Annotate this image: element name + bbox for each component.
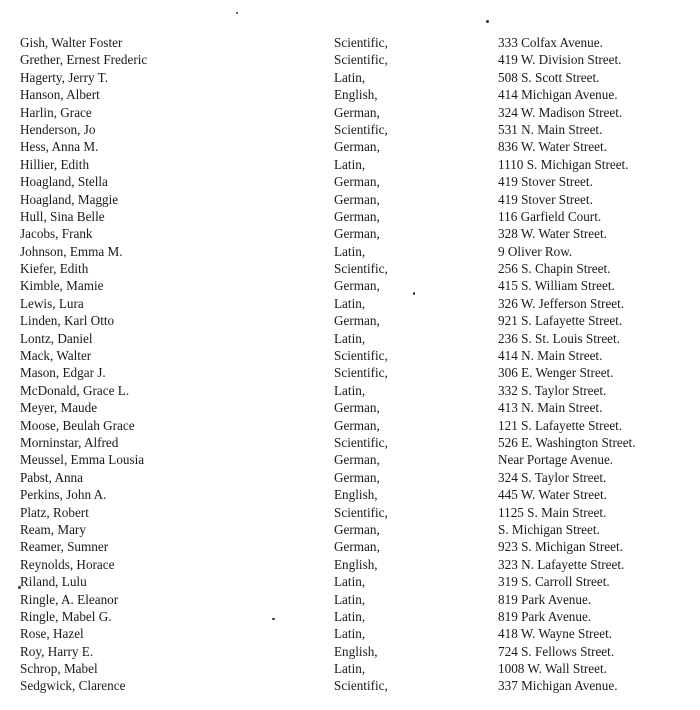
student-row [0, 504, 700, 521]
student-address: 419 W. Division Street. [498, 52, 622, 68]
student-row [0, 486, 700, 503]
student-address: 1110 S. Michigan Street. [498, 156, 629, 172]
student-address: 526 E. Washington Street. [498, 434, 636, 450]
student-course: English, [334, 487, 378, 503]
student-name: Hess, Anna M. [20, 139, 99, 155]
student-row [0, 521, 700, 538]
student-row [0, 469, 700, 486]
student-row [0, 312, 700, 329]
student-course: Scientific, [334, 348, 388, 364]
student-name: Gish, Walter Foster [20, 35, 123, 50]
student-address: 923 S. Michigan Street. [498, 539, 623, 555]
student-name: Ringle, A. Eleanor [20, 591, 119, 607]
student-course: English, [334, 87, 378, 103]
student-row [0, 573, 700, 590]
student-name: Sedgwick, Clarence [20, 678, 126, 694]
student-address: 9 Oliver Row. [498, 243, 573, 259]
student-address: 414 N. Main Street. [498, 348, 603, 364]
student-name: Mack, Walter [20, 348, 92, 364]
student-name: Ream, Mary [20, 521, 86, 537]
student-row [0, 451, 700, 468]
student-row [0, 69, 700, 86]
student-course: Latin, [334, 626, 366, 642]
student-name: Lontz, Daniel [20, 330, 93, 346]
student-course: German, [334, 313, 380, 329]
student-address: 116 Garfield Court. [498, 208, 602, 224]
student-address: 415 S. William Street. [498, 278, 615, 294]
student-name: Riland, Lulu [20, 574, 87, 590]
student-course: German, [334, 469, 380, 485]
student-address: 319 S. Carroll Street. [498, 574, 610, 590]
student-row [0, 121, 700, 138]
student-address: 445 W. Water Street. [498, 487, 607, 503]
student-course: Latin, [334, 574, 366, 590]
student-address: 413 N. Main Street. [498, 400, 603, 416]
student-address: Near Portage Avenue. [498, 452, 614, 468]
student-name: Jacobs, Frank [20, 226, 93, 242]
student-course: Scientific, [334, 52, 388, 68]
student-address: 724 S. Fellows Street. [498, 643, 615, 659]
student-course: Scientific, [334, 365, 388, 381]
student-address: 508 S. Scott Street. [498, 69, 600, 85]
student-row [0, 173, 700, 190]
student-address: 414 Michigan Avenue. [498, 87, 618, 103]
student-address: 333 Colfax Avenue. [498, 35, 603, 50]
student-row [0, 260, 700, 277]
student-name: Henderson, Jo [20, 121, 96, 137]
student-name: Reynolds, Horace [20, 556, 115, 572]
student-row [0, 625, 700, 642]
student-row [0, 225, 700, 242]
student-course: Scientific, [334, 261, 388, 277]
student-name: Hull, Sina Belle [20, 208, 105, 224]
student-name: Pabst, Anna [20, 469, 84, 485]
student-name: McDonald, Grace L. [20, 382, 130, 398]
student-address: 332 S. Taylor Street. [498, 382, 607, 398]
student-row [0, 277, 700, 294]
student-row [0, 643, 700, 660]
student-row [0, 86, 700, 103]
student-address: 819 Park Avenue. [498, 608, 592, 624]
student-address: 236 S. St. Louis Street. [498, 330, 620, 346]
student-row [0, 330, 700, 347]
student-name: Rose, Hazel [20, 626, 84, 642]
student-address: 306 E. Wenger Street. [498, 365, 614, 381]
student-name: Hillier, Edith [20, 156, 90, 172]
student-course: German, [334, 521, 380, 537]
student-course: Scientific, [334, 678, 388, 694]
student-address: 1008 W. Wall Street. [498, 661, 607, 677]
student-name: Linden, Karl Otto [20, 313, 115, 329]
student-name: Moose, Beulah Grace [20, 417, 135, 433]
student-course: German, [334, 417, 380, 433]
student-address: 419 Stover Street. [498, 191, 593, 207]
student-course: Latin, [334, 295, 366, 311]
student-course: Latin, [334, 382, 366, 398]
student-course: Scientific, [334, 121, 388, 137]
student-course: German, [334, 278, 380, 294]
student-course: English, [334, 556, 378, 572]
student-address: 836 W. Water Street. [498, 139, 607, 155]
student-course: Scientific, [334, 434, 388, 450]
student-row [0, 677, 700, 694]
student-address: 121 S. Lafayette Street. [498, 417, 623, 433]
student-roster [0, 34, 700, 695]
student-name: Grether, Ernest Frederic [20, 52, 148, 68]
student-course: Latin, [334, 661, 366, 677]
student-row [0, 364, 700, 381]
student-address: S. Michigan Street. [498, 521, 600, 537]
student-course: German, [334, 191, 380, 207]
student-row [0, 399, 700, 416]
student-row [0, 34, 700, 51]
student-name: Hagerty, Jerry T. [20, 69, 109, 85]
student-row [0, 556, 700, 573]
student-course: German, [334, 139, 380, 155]
student-course: Latin, [334, 156, 366, 172]
student-address: 323 N. Lafayette Street. [498, 556, 625, 572]
student-row [0, 138, 700, 155]
student-row [0, 208, 700, 225]
student-name: Platz, Robert [20, 504, 89, 520]
student-address: 418 W. Wayne Street. [498, 626, 613, 642]
student-row [0, 434, 700, 451]
student-name: Kimble, Mamie [20, 278, 104, 294]
student-row [0, 608, 700, 625]
student-address: 419 Stover Street. [498, 174, 593, 190]
student-name: Kiefer, Edith [20, 261, 89, 277]
student-name: Hoagland, Stella [20, 174, 108, 190]
student-address: 324 W. Madison Street. [498, 104, 623, 120]
student-course: German, [334, 400, 380, 416]
student-row [0, 104, 700, 121]
student-row [0, 295, 700, 312]
student-name: Meyer, Maude [20, 400, 98, 416]
student-course: German, [334, 539, 380, 555]
student-name: Meussel, Emma Lousia [20, 452, 145, 468]
student-name: Lewis, Lura [20, 295, 84, 311]
student-row [0, 347, 700, 364]
student-address: 326 W. Jefferson Street. [498, 295, 625, 311]
student-address: 819 Park Avenue. [498, 591, 592, 607]
student-course: Latin, [334, 243, 366, 259]
student-course: Scientific, [334, 504, 388, 520]
student-address: 328 W. Water Street. [498, 226, 607, 242]
student-course: German, [334, 452, 380, 468]
student-address: 1125 S. Main Street. [498, 504, 607, 520]
student-name: Roy, Harry E. [20, 643, 94, 659]
student-row [0, 660, 700, 677]
student-row [0, 156, 700, 173]
student-name: Mason, Edgar J. [20, 365, 106, 381]
student-address: 921 S. Lafayette Street. [498, 313, 623, 329]
student-course: English, [334, 643, 378, 659]
print-speck [486, 20, 489, 23]
student-row [0, 382, 700, 399]
student-course: Latin, [334, 330, 366, 346]
student-name: Hanson, Albert [20, 87, 100, 103]
student-name: Harlin, Grace [20, 104, 92, 120]
student-row [0, 51, 700, 68]
student-row [0, 538, 700, 555]
student-course: German, [334, 226, 380, 242]
student-name: Hoagland, Maggie [20, 191, 119, 207]
student-course: Scientific, [334, 35, 388, 50]
student-course: Latin, [334, 69, 366, 85]
student-course: Latin, [334, 591, 366, 607]
student-course: German, [334, 174, 380, 190]
student-row [0, 191, 700, 208]
student-course: German, [334, 208, 380, 224]
student-course: Latin, [334, 608, 366, 624]
student-name: Perkins, John A. [20, 487, 107, 503]
student-address: 324 S. Taylor Street. [498, 469, 607, 485]
student-row [0, 591, 700, 608]
student-address: 337 Michigan Avenue. [498, 678, 618, 694]
student-name: Reamer, Sumner [20, 539, 109, 555]
student-name: Morninstar, Alfred [20, 434, 119, 450]
student-row [0, 417, 700, 434]
print-speck [236, 12, 238, 14]
student-row [0, 243, 700, 260]
student-name: Johnson, Emma M. [20, 243, 123, 259]
student-course: German, [334, 104, 380, 120]
student-name: Ringle, Mabel G. [20, 608, 112, 624]
student-address: 531 N. Main Street. [498, 121, 603, 137]
student-name: Schrop, Mabel [20, 661, 98, 677]
student-address: 256 S. Chapin Street. [498, 261, 611, 277]
